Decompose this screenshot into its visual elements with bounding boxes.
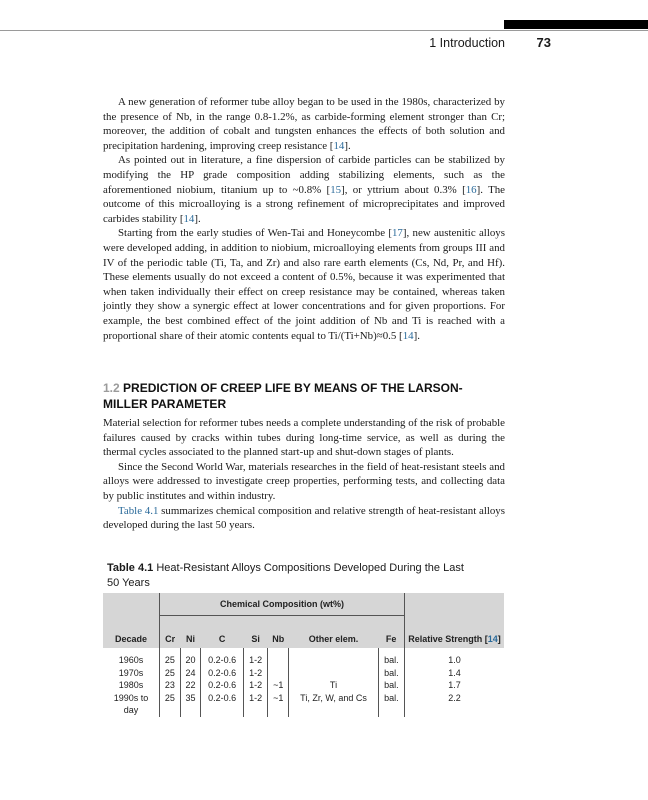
table-caption-label: Table 4.1: [107, 562, 154, 574]
cell-other: [289, 667, 379, 680]
cell-other: Ti, Zr, W, and Cs: [289, 692, 379, 717]
cell-c: 0.2-0.6: [201, 648, 244, 667]
alloy-composition-table: [103, 593, 504, 717]
cell-ni: 22: [180, 679, 201, 692]
cell-si: 1-2: [243, 692, 267, 717]
page-number: 73: [536, 35, 551, 50]
cell-si: 1-2: [243, 648, 267, 667]
cell-ni: 24: [180, 667, 201, 680]
cell-fe: bal.: [378, 648, 404, 667]
citation-link[interactable]: 16: [465, 183, 477, 196]
table-row: [103, 679, 504, 692]
table-caption-text: Heat-Resistant Alloys Compositions Developed During the Last 50 Years: [107, 562, 464, 589]
cell-cr: 25: [160, 692, 181, 717]
cell-c: 0.2-0.6: [201, 679, 244, 692]
cell-nb: ~1: [268, 679, 289, 692]
cell-fe: bal.: [378, 667, 404, 680]
cell-decade: 1990s to day: [113, 692, 149, 715]
cell-cr: 23: [160, 679, 181, 692]
citation-link[interactable]: 15: [330, 183, 342, 196]
col-decade: Decade: [103, 616, 160, 649]
citation-link[interactable]: 14: [487, 634, 498, 644]
table-reference-link[interactable]: Table 4.1: [118, 504, 159, 517]
cell-strength: 2.2: [405, 692, 505, 717]
cell-cr: 25: [160, 648, 181, 667]
paragraph-3: Starting from the early studies of Wen-Tai and Honeycombe [17], new austenitic alloys were developed adding, in addition to niobium, microalloying elements from groups III and IV of the periodic table (Ti, Ta, and Zr) and also rare earth elements (Cs, Nd, Pr, and Hf). These elements usually do not exceed a content of 0.5%, because it was experimented that when taken individually their effect on creep resistance may be contained, whereas taken jointly they show a synergic effect at lower concentrations and for given proportions. For example, the best combined effect of the joint addition of Nb and Ti is reached with a proportional share of their atomic contents equal to Ti/(Ti+Nb)≈0.5 [14].: [103, 227, 505, 342]
section-heading: [103, 380, 503, 412]
section-title: PREDICTION OF CREEP LIFE BY MEANS OF THE LARSON-MILLER PARAMETER: [103, 381, 463, 411]
paragraph-6: Table 4.1 summarizes chemical composition and relative strength of heat-resistant alloys developed during the last 50 years.: [103, 504, 505, 532]
cell-fe: bal.: [378, 679, 404, 692]
col-si: Si: [243, 616, 267, 649]
cell-decade: 1960s: [118, 655, 144, 665]
cell-strength: 1.7: [405, 679, 505, 692]
paragraph-4: Material selection for reformer tubes needs a complete understanding of the risk of probable failures caused by cracks within tubes during long-time service, as well as during the thermal cycles associated to the planned start-up and shut-down stages of plants.: [103, 417, 505, 459]
cell-decade: 1980s: [118, 680, 144, 690]
cell-nb: [268, 667, 289, 680]
section-number: 1.2: [103, 381, 120, 395]
col-strength: Relative Strength [14]: [405, 616, 505, 649]
col-fe: Fe: [378, 616, 404, 649]
paragraph-5: Since the Second World War, materials researches in the field of heat-resistant steels and alloys were addressed to investigate creep properties, performing tests, and collecting data by public institutes and within industry.: [103, 460, 505, 502]
citation-link[interactable]: 14: [402, 329, 414, 342]
body-text-top: [103, 95, 505, 343]
cell-other: Ti: [289, 679, 379, 692]
table-caption: [107, 561, 467, 590]
header-rule: [0, 30, 648, 31]
cell-ni: 20: [180, 648, 201, 667]
cell-c: 0.2-0.6: [201, 667, 244, 680]
cell-ni: 35: [180, 692, 201, 717]
cell-si: 1-2: [243, 679, 267, 692]
col-cr: Cr: [160, 616, 181, 649]
cell-si: 1-2: [243, 667, 267, 680]
citation-link[interactable]: 14: [183, 212, 195, 225]
cell-fe: bal.: [378, 692, 404, 717]
col-other: Other elem.: [289, 616, 379, 649]
paragraph-2: As pointed out in literature, a fine dispersion of carbide particles can be stabilized by modifying the HP grade composition adding stabilizing elements, such as the aforementioned niobium, titanium up to ~0.8% [15], or yttrium about 0.3% [16]. The outcome of this microalloying is a strong refinement of microprecipitates and improved carbides stability [14].: [103, 154, 506, 225]
cell-strength: 1.0: [405, 648, 505, 667]
cell-cr: 25: [160, 667, 181, 680]
col-ni: Ni: [180, 616, 201, 649]
page-corner-bar: [504, 20, 648, 29]
table-row: [103, 648, 504, 667]
running-head-chapter: 1 Introduction: [429, 36, 505, 50]
table-row: [103, 667, 504, 680]
col-nb: Nb: [268, 616, 289, 649]
cell-nb: [268, 648, 289, 667]
cell-c: 0.2-0.6: [201, 692, 244, 717]
table-row: [103, 692, 504, 717]
citation-link[interactable]: 14: [333, 139, 345, 152]
cell-nb: ~1: [268, 692, 289, 717]
body-text-bottom: [103, 416, 505, 533]
cell-strength: 1.4: [405, 667, 505, 680]
group-header: Chemical Composition (wt%): [160, 593, 405, 616]
citation-link[interactable]: 17: [391, 227, 403, 240]
col-c: C: [201, 616, 244, 649]
cell-decade: 1970s: [118, 667, 144, 678]
paragraph-1: A new generation of reformer tube alloy began to be used in the 1980s, characterized by the presence of Nb, in the range 0.8-1.2%, as carbide-forming element stronger than Cr; moreover, the addition of cobalt and tungsten enhances the effects of both solution and precipitation hardening, improving creep resistance [14].: [103, 96, 505, 152]
cell-other: [289, 648, 379, 667]
